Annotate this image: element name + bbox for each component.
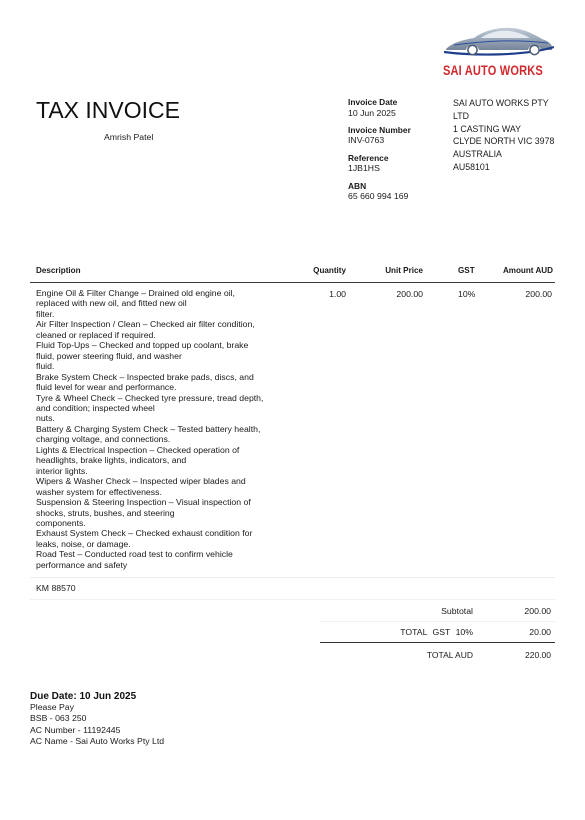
- logo-text: SAI AUTO WORKS: [443, 62, 543, 78]
- description-line: fluid.: [36, 361, 55, 372]
- km-note: KM 88570: [36, 583, 76, 593]
- description-line: cleaned or replaced if required.: [36, 329, 156, 340]
- reference-value: 1JB1HS: [348, 163, 380, 173]
- payment-line: Please Pay: [30, 702, 74, 712]
- supplier-address-line: CLYDE NORTH VIC 3978: [453, 136, 555, 147]
- table-header-unit-price: Unit Price: [385, 266, 423, 275]
- table-header-description: Description: [36, 266, 81, 275]
- subtotal-divider: [320, 621, 555, 622]
- supplier-address-line: 1 CASTING WAY: [453, 123, 521, 134]
- description-line: shocks, struts, bushes, and steering: [36, 507, 175, 518]
- description-line: fluid, power steering fluid, and washer: [36, 350, 182, 361]
- description-line: Air Filter Inspection / Clean – Checked air filter condition,: [36, 319, 255, 330]
- abn-value: 65 660 994 169: [348, 191, 409, 201]
- payment-line: AC Number - 11192445: [30, 724, 121, 735]
- supplier-address-line: AU58101: [453, 161, 490, 172]
- description-line: nuts.: [36, 413, 55, 424]
- description-line: Road Test – Conducted road test to confirm vehicle: [36, 549, 233, 560]
- description-line: washer system for effectiveness.: [36, 486, 162, 497]
- item-gst: 10%: [458, 289, 476, 299]
- subtotal-label: Subtotal: [441, 606, 473, 616]
- header-divider: [30, 282, 555, 283]
- gst-total-label: TOTAL GST 10%: [400, 627, 473, 637]
- description-line: leaks, noise, or damage.: [36, 538, 131, 549]
- description-line: Wipers & Washer Check – Inspected wiper blades and: [36, 476, 246, 487]
- car-icon: [444, 25, 554, 58]
- description-line: Exhaust System Check – Checked exhaust condition for: [36, 528, 253, 539]
- item-unit-price: 200.00: [396, 289, 423, 299]
- description-line: charging voltage, and connections.: [36, 434, 171, 445]
- description-line: headlights, brake lights, indicators, and: [36, 455, 187, 466]
- description-line: components.: [36, 517, 86, 528]
- payment-line: BSB - 063 250: [30, 713, 87, 724]
- invoice-date-value: 10 Jun 2025: [348, 108, 396, 118]
- subtotal-value: 200.00: [524, 606, 551, 616]
- total-aud-label: TOTAL AUD: [426, 650, 473, 660]
- description-line: and condition; inspected wheel: [36, 402, 155, 413]
- table-header-quantity: Quantity: [313, 266, 346, 275]
- total-divider: [320, 642, 555, 643]
- payment-line: AC Name - Sai Auto Works Pty Ltd: [30, 735, 165, 746]
- total-aud-value: 220.00: [525, 650, 551, 660]
- description-line: interior lights.: [36, 465, 88, 476]
- invoice-number-value: INV-0763: [348, 135, 385, 145]
- supplier-address-line: LTD: [453, 110, 469, 121]
- invoice-date-label: Invoice Date: [348, 97, 398, 107]
- due-date: Due Date: 10 Jun 2025: [30, 691, 137, 702]
- description-line: Engine Oil & Filter Change – Drained old engine oil,: [36, 288, 235, 298]
- row-divider: [30, 577, 555, 578]
- reference-label: Reference: [348, 153, 389, 163]
- gst-total-value: 20.00: [529, 627, 551, 637]
- customer-name: Amrish Patel: [104, 132, 154, 142]
- description-line: Brake System Check – Inspected brake pads, discs, and: [36, 371, 254, 382]
- description-line: Fluid Top-Ups – Checked and topped up coolant, brake: [36, 340, 249, 351]
- abn-label: ABN: [348, 181, 367, 191]
- document-title: TAX INVOICE: [36, 97, 180, 123]
- item-description: [36, 288, 263, 570]
- description-line: Battery & Charging System Check – Tested battery health,: [36, 423, 261, 434]
- supplier-address-line: AUSTRALIA: [453, 149, 502, 160]
- description-line: Tyre & Wheel Check – Checked tyre pressure, tread depth,: [36, 392, 264, 403]
- item-quantity: 1.00: [329, 289, 346, 299]
- description-line: filter.: [36, 308, 55, 319]
- description-line: replaced with new oil, and fitted new oil: [36, 298, 187, 309]
- payment-details: [30, 702, 164, 747]
- table-header-amount: Amount AUD: [502, 266, 553, 275]
- description-line: fluid level for wear and performance.: [36, 382, 177, 393]
- supplier-address-line: SAI AUTO WORKS PTY: [453, 98, 549, 108]
- item-amount: 200.00: [525, 289, 552, 299]
- description-line: performance and safety: [36, 559, 128, 570]
- invoice-number-label: Invoice Number: [348, 125, 411, 135]
- note-divider: [30, 599, 555, 600]
- table-header-gst: GST: [458, 266, 475, 275]
- description-line: Lights & Electrical Inspection – Checked operation of: [36, 444, 240, 455]
- description-line: Suspension & Steering Inspection – Visual inspection of: [36, 497, 251, 508]
- supplier-address: [453, 97, 554, 174]
